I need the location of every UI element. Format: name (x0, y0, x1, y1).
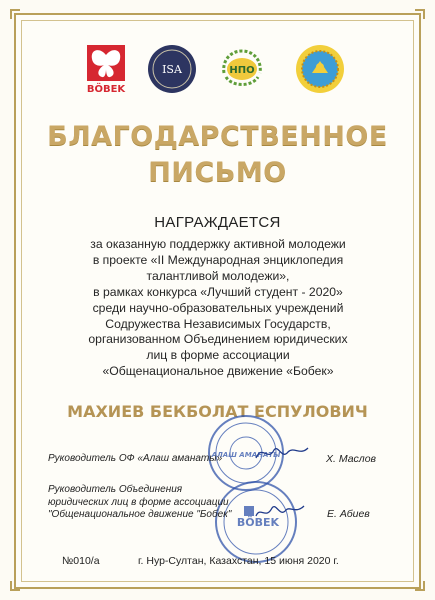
body-line: в проекте «II Международная энциклопедия (92, 252, 344, 267)
body-line: талантливой молодежи», (146, 268, 290, 283)
handwritten-signature-icon (252, 500, 308, 524)
npo-logo (216, 43, 268, 95)
signatory-role-2 (48, 484, 231, 522)
body-line: организованном Объединением юридических (88, 332, 348, 347)
body-line: «Общенациональное движение «Бобек» (102, 364, 334, 379)
place-and-date: г. Нур-Султан, Казахстан, 15 июня 2020 г. (138, 555, 339, 567)
body-line: среди научно-образовательных учреждений (92, 300, 344, 315)
npo-logo-text: НПО (229, 65, 255, 76)
award-heading: НАГРАЖДАЕТСЯ (154, 214, 281, 231)
signatory-name-1: Х. Маслов (326, 453, 377, 465)
body-line: Содружества Независимых Государств, (105, 316, 331, 331)
npo-globe-wreath-icon (216, 43, 268, 95)
kz-emblem-logo (294, 43, 346, 95)
handwritten-signature-icon (252, 440, 312, 464)
corner-ornament (10, 9, 20, 19)
bobek-logo-text: BÖBEK (86, 84, 126, 95)
recipient-name: МАХИЕВ БЕКБОЛАТ ЕСПУЛОВИЧ (67, 402, 368, 421)
signatory-name-2: Е. Абиев (327, 508, 370, 520)
signature-abiev (252, 500, 308, 524)
certificate-title-line-2: ПИСЬМО (148, 157, 287, 188)
kazakhstan-emblem-icon (294, 43, 346, 95)
signatory-role-line: юридических лиц в форме ассоциации (48, 496, 229, 508)
signatory-role-1: Руководитель ОФ «Алаш аманаты» (48, 453, 223, 464)
stamp-text: АЛАШ АМАНАТЫ (211, 451, 281, 459)
isa-seal-icon (146, 43, 198, 95)
signatory-role-line: Руководитель Объединения (48, 484, 183, 495)
signatory-role-line: "Общенациональное движение "Бобек" (48, 509, 232, 520)
isa-logo (146, 43, 198, 95)
corner-ornament (415, 581, 425, 591)
corner-ornament (415, 9, 425, 19)
bobek-logo (80, 43, 132, 95)
signature-maslov (252, 440, 312, 464)
certificate-title-line-1: БЛАГОДАРСТВЕННОЕ (47, 121, 388, 152)
stamp-text: BÖBEK (236, 516, 280, 529)
certificate-body-text (40, 237, 396, 380)
body-line: в рамках конкурса «Лучший студент - 2020» (93, 284, 343, 299)
body-line: лиц в форме ассоциации (146, 348, 290, 363)
butterfly-logo-icon (80, 43, 132, 95)
isa-logo-text: ISA (162, 63, 182, 76)
corner-ornament (10, 581, 20, 591)
document-number: №010/а (62, 555, 100, 567)
body-line: за оказанную поддержку активной молодежи (90, 237, 346, 251)
